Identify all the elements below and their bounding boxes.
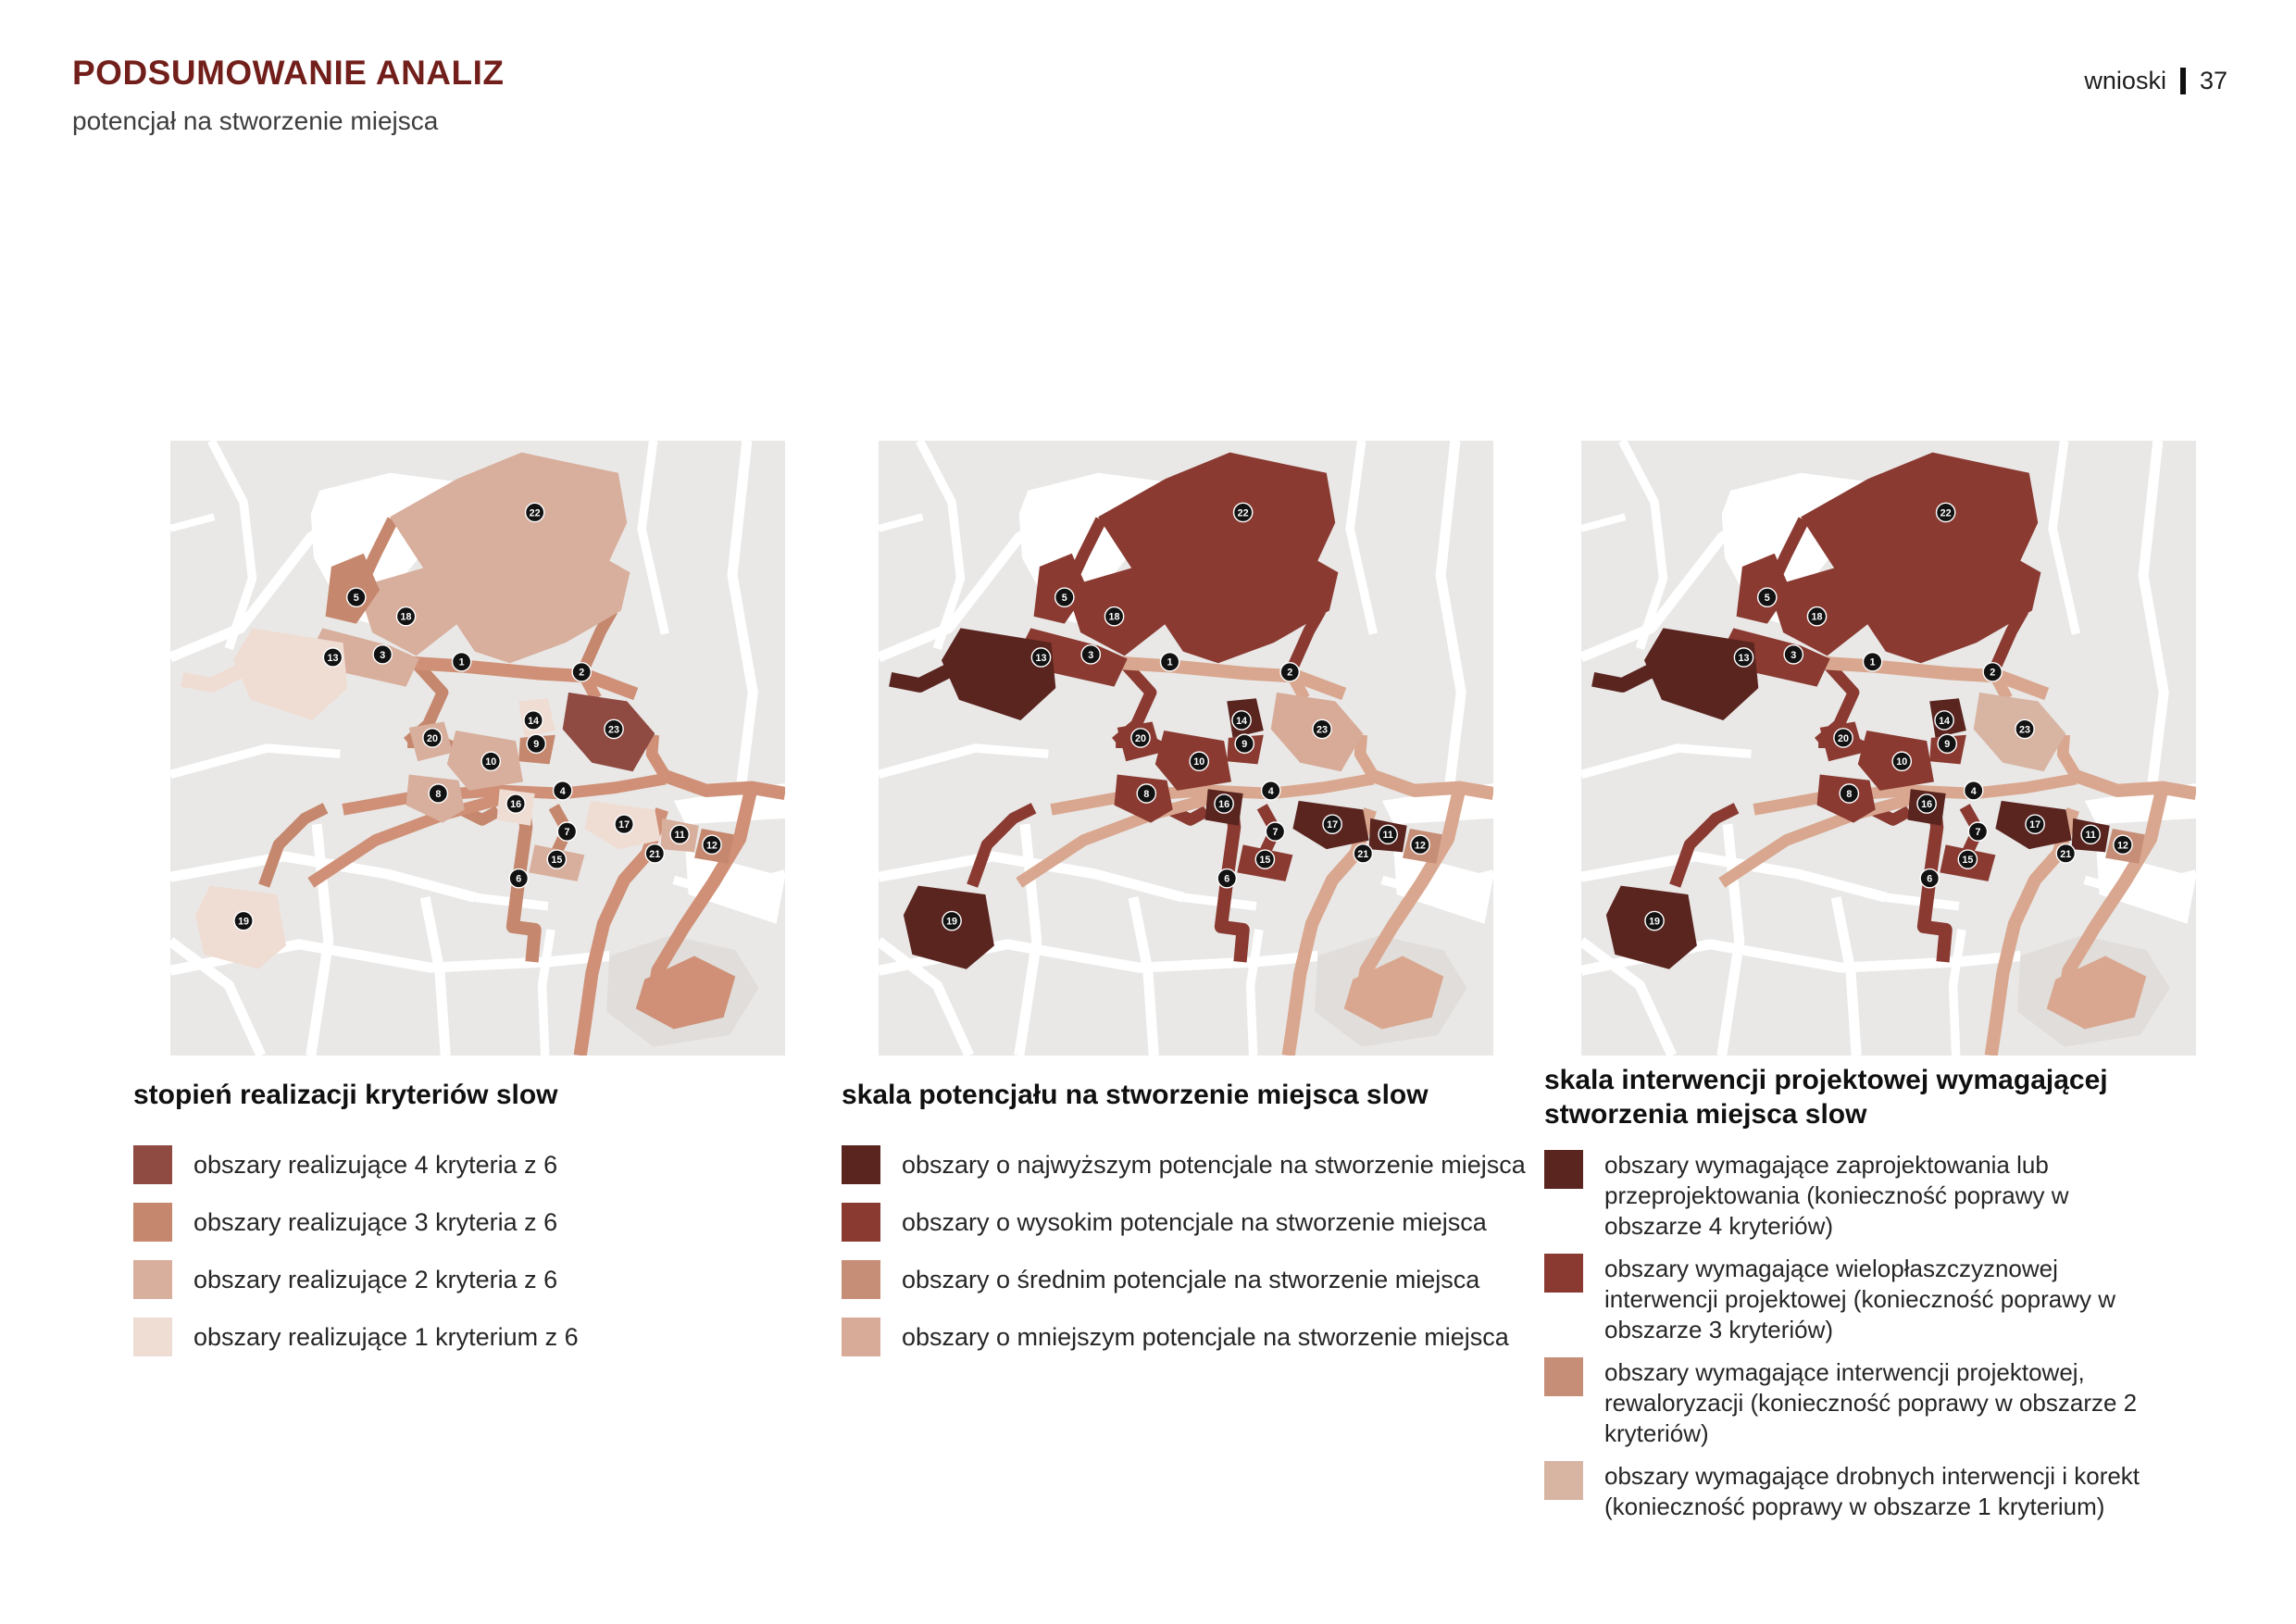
- area-marker-number: 8: [1846, 788, 1853, 800]
- area-marker-number: 2: [1990, 667, 1996, 679]
- area-marker-number: 20: [1135, 732, 1146, 744]
- area-marker-number: 5: [1764, 593, 1770, 605]
- legend-swatch: [1544, 1357, 1583, 1396]
- legend-item: [842, 1260, 1490, 1299]
- legend-item: [842, 1318, 1509, 1356]
- area-marker-number: 19: [238, 916, 250, 928]
- legend-item: [1544, 1461, 2211, 1522]
- area-marker-number: 23: [2019, 724, 2031, 736]
- area-marker-number: 10: [1193, 756, 1205, 768]
- legend-swatch: [1544, 1461, 1583, 1500]
- legend-swatch: [842, 1145, 880, 1184]
- area-marker-number: 8: [1143, 788, 1150, 800]
- area-marker-number: 5: [353, 593, 359, 605]
- area-marker-number: 7: [564, 827, 570, 839]
- legend-label: obszary realizujące 1 kryterium z 6: [193, 1322, 579, 1351]
- legend-title: skala interwencji projektowej wymagającej stworzenia miejsca slow: [1544, 1065, 2108, 1130]
- area-marker-number: 17: [618, 819, 630, 831]
- legend-skala-interwencji: [1544, 1063, 2211, 1534]
- page-subtitle: potencjał na stworzenie miejsca: [72, 106, 439, 135]
- legend-label: obszary wymagające zaprojektowania lub przeprojektowania (konieczność poprawy w obszarze 4 kryteriów): [1604, 1151, 2069, 1240]
- separator-bar: [2180, 68, 2186, 94]
- area-marker-number: 19: [1649, 916, 1661, 928]
- legend-swatch: [1544, 1254, 1583, 1293]
- area-marker-number: 8: [435, 788, 442, 800]
- area-marker-number: 16: [510, 799, 522, 811]
- area-marker-number: 14: [1939, 715, 1951, 727]
- legend-label: obszary o mniejszym potencjale na stworzenie miejsca: [902, 1322, 1509, 1351]
- area-marker-number: 2: [579, 667, 585, 679]
- area-marker-number: 22: [1237, 507, 1249, 519]
- page-header: [72, 54, 505, 136]
- legend-swatch: [133, 1203, 172, 1242]
- page-title: PODSUMOWANIE ANALIZ: [72, 54, 505, 92]
- area-marker-number: 6: [1224, 873, 1230, 885]
- map-canvas: [170, 441, 785, 1056]
- section-label: wnioski: [2084, 67, 2166, 94]
- legend-swatch: [842, 1260, 880, 1299]
- area-marker-number: 14: [528, 715, 540, 727]
- area-marker-number: 9: [533, 739, 540, 751]
- legend-item: [133, 1145, 726, 1184]
- area-marker-number: 11: [1382, 830, 1393, 842]
- area-marker-number: 19: [946, 916, 958, 928]
- legend-title: stopień realizacji kryteriów slow: [133, 1080, 558, 1110]
- area-marker-number: 15: [1962, 855, 1974, 867]
- map-skala-interwencji: [1581, 441, 2196, 1056]
- area-marker-number: 7: [1975, 827, 1981, 839]
- map-stopien-realizacji: [170, 441, 785, 1056]
- legend-item: [133, 1203, 726, 1242]
- area-marker-number: 6: [1927, 873, 1933, 885]
- legend-item: [1544, 1357, 2211, 1449]
- area-marker-number: 21: [1357, 848, 1369, 860]
- area-marker-number: 18: [400, 611, 412, 623]
- area-marker-number: 5: [1061, 593, 1067, 605]
- area-marker-number: 23: [608, 724, 620, 736]
- legend-label: obszary wymagające interwencji projektowej, rewaloryzacji (konieczność poprawy w obszarze 2 kryteriów): [1604, 1358, 2138, 1447]
- area-marker-number: 4: [1970, 785, 1977, 797]
- legend-item: [842, 1145, 1526, 1184]
- area-marker-number: 4: [1267, 785, 1274, 797]
- legend-swatch: [1544, 1150, 1583, 1189]
- legend-label: obszary o najwyższym potencjale na stworzenie miejsca: [902, 1150, 1526, 1179]
- area-marker-number: 11: [674, 830, 685, 842]
- legend-item: [133, 1260, 726, 1299]
- area-marker-number: 12: [1414, 840, 1426, 852]
- area-marker-number: 13: [1738, 652, 1750, 664]
- legend-swatch: [842, 1318, 880, 1356]
- page-reference: [2084, 67, 2227, 95]
- legend-label: obszary wymagające wielopłaszczyznowej interwencji projektowej (konieczność poprawy w obszarze 3 kryteriów): [1604, 1255, 2116, 1343]
- area-marker-number: 11: [2085, 830, 2096, 842]
- area-marker-number: 6: [516, 873, 522, 885]
- area-marker-number: 21: [2060, 848, 2072, 860]
- legend-item: [1544, 1254, 2211, 1345]
- area-marker-number: 10: [1896, 756, 1908, 768]
- area-marker-number: 1: [458, 656, 465, 668]
- area-marker-number: 16: [1921, 799, 1933, 811]
- map-canvas: [1581, 441, 2196, 1056]
- area-marker-number: 14: [1236, 715, 1248, 727]
- area-marker-number: 3: [1791, 649, 1797, 661]
- area-marker-number: 12: [2116, 840, 2128, 852]
- area-marker-number: 16: [1218, 799, 1230, 811]
- legend-label: obszary o wysokim potencjale na stworzenie miejsca: [902, 1207, 1487, 1236]
- area-marker-number: 17: [1327, 819, 1339, 831]
- map-canvas: [879, 441, 1493, 1056]
- area-marker-number: 7: [1272, 827, 1279, 839]
- legend-stopien-realizacji: [133, 1078, 726, 1375]
- area-marker-number: 3: [380, 649, 386, 661]
- area-marker-number: 22: [529, 507, 541, 519]
- legend-swatch: [133, 1318, 172, 1356]
- area-marker-number: 20: [427, 732, 438, 744]
- area-marker-number: 20: [1838, 732, 1849, 744]
- legend-swatch: [842, 1203, 880, 1242]
- legend-label: obszary realizujące 3 kryteria z 6: [193, 1207, 558, 1236]
- area-marker-number: 3: [1088, 649, 1094, 661]
- area-marker-number: 13: [327, 652, 339, 664]
- legend-skala-potencjalu: [842, 1078, 1526, 1375]
- area-marker-number: 2: [1287, 667, 1293, 679]
- map-skala-potencjalu: [879, 441, 1493, 1056]
- legend-title: skala potencjału na stworzenie miejsca slow: [842, 1080, 1429, 1110]
- area-marker-number: 15: [1259, 855, 1271, 867]
- legend-label: obszary wymagające drobnych interwencji i korekt (konieczność poprawy w obszarze 1 kryterium): [1604, 1462, 2140, 1520]
- area-marker-number: 17: [2029, 819, 2041, 831]
- area-marker-number: 23: [1316, 724, 1329, 736]
- area-marker-number: 9: [1242, 739, 1248, 751]
- legend-item: [842, 1203, 1490, 1242]
- page-number: 37: [2199, 67, 2227, 94]
- legend-label: obszary o średnim potencjale na stworzenie miejsca: [902, 1265, 1480, 1293]
- legend-item: [133, 1318, 726, 1356]
- area-marker-number: 15: [551, 855, 563, 867]
- area-marker-number: 10: [485, 756, 497, 768]
- area-marker-number: 18: [1811, 611, 1823, 623]
- legend-item: [1544, 1150, 2211, 1242]
- area-marker-number: 22: [1940, 507, 1952, 519]
- area-marker-number: 9: [1944, 739, 1951, 751]
- legend-label: obszary realizujące 4 kryteria z 6: [193, 1150, 558, 1179]
- area-marker-number: 21: [649, 848, 661, 860]
- legend-swatch: [133, 1145, 172, 1184]
- area-marker-number: 1: [1167, 656, 1173, 668]
- area-marker-number: 1: [1869, 656, 1876, 668]
- area-marker-number: 12: [705, 840, 718, 852]
- legend-swatch: [133, 1260, 172, 1299]
- area-marker-number: 4: [559, 785, 566, 797]
- area-marker-number: 13: [1035, 652, 1047, 664]
- area-marker-number: 18: [1108, 611, 1120, 623]
- legend-label: obszary realizujące 2 kryteria z 6: [193, 1265, 558, 1293]
